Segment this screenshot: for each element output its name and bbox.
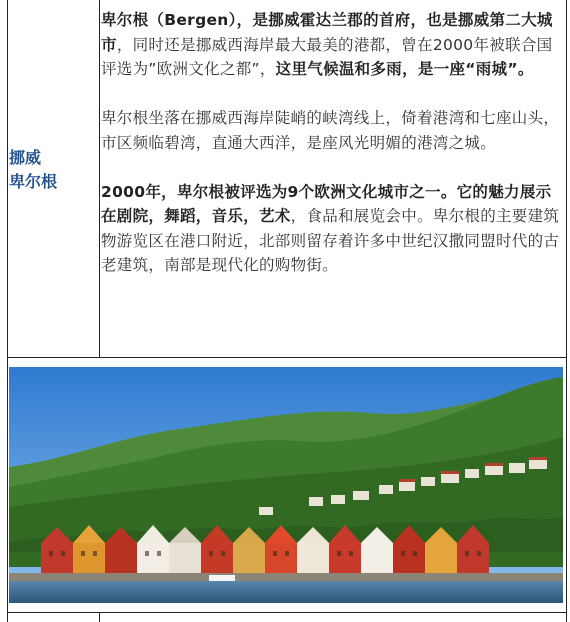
intro-bold-2: 这里气候温和多雨，是一座“雨城”。 xyxy=(275,60,534,78)
row-divider xyxy=(7,357,567,358)
column-divider xyxy=(99,0,100,357)
city-label-country: 挪威 xyxy=(9,148,42,167)
paragraph-intro xyxy=(101,8,563,82)
table-border-right xyxy=(566,0,567,622)
paragraph-geography xyxy=(101,106,563,155)
paragraph-culture xyxy=(101,180,563,278)
photo-boat xyxy=(209,575,235,581)
bergen-harbor-photo xyxy=(9,367,563,603)
city-label xyxy=(9,146,93,194)
photo-quay xyxy=(9,573,563,581)
culture-bold: 2000年，卑尔根被评选为9个欧洲文化城市之一。它的魅力展示在剧院，舞蹈，音乐，艺术 xyxy=(101,182,552,225)
intro-bold-1: 卑尔根（Bergen），是挪威霍达兰郡的首府，也是挪威第二大城市 xyxy=(101,11,553,54)
culture-text: ，食品和展览会中。卑尔根的主要建筑物游览区在港口附近，北部则留存着许多中世纪汉撒同盟时代的古老建筑，南部是现代化的购物街。 xyxy=(101,207,560,274)
next-row-text-cutoff xyxy=(100,616,570,622)
geography-text: 卑尔根坐落在挪威西海岸陡峭的峡湾线上，倚着港湾和七座山头，市区频临碧湾，直通大西洋，是座风光明媚的港湾之城。 xyxy=(101,109,560,152)
intro-text: ，同时还是挪威西海岸最大最美的港都，曾在2000年被联合国评选为”欧洲文化之都”， xyxy=(101,35,553,78)
row-divider-bottom xyxy=(7,612,567,613)
city-description xyxy=(101,8,563,278)
photo-water xyxy=(9,581,563,603)
table-border-left xyxy=(7,0,8,622)
city-label-city: 卑尔根 xyxy=(9,172,58,191)
